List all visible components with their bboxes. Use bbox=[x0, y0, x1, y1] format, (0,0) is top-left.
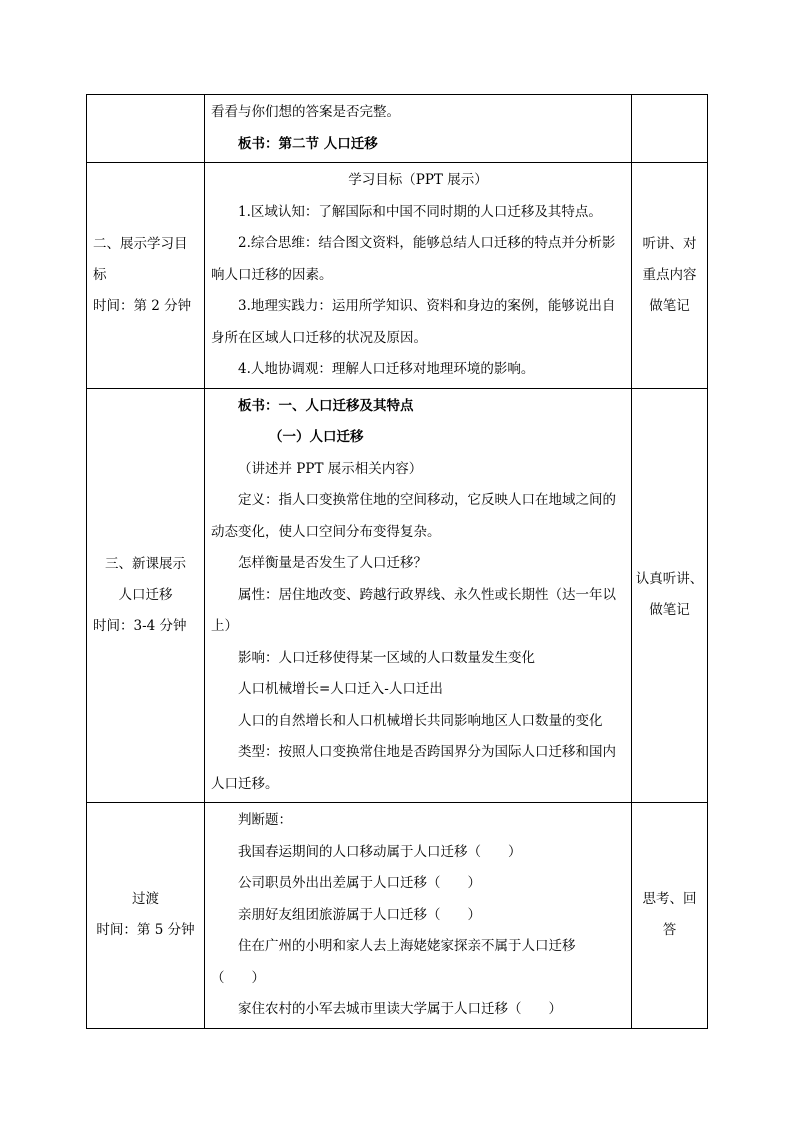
content-line: 1.区域认知：了解国际和中国不同时期的人口迁移及其特点。 bbox=[238, 203, 602, 220]
content-line: 定义：指人口变换常住地的空间移动，它反映人口在地域之间的 bbox=[238, 492, 616, 508]
activity-text: 听讲、对 bbox=[642, 235, 697, 252]
content-line: 板书：一、人口迁移及其特点 bbox=[238, 397, 414, 414]
content-line: 判断题： bbox=[238, 812, 292, 828]
content-line: 动态变化，使人口空间分布变得复杂。 bbox=[211, 523, 441, 540]
content-line: 人口迁移。 bbox=[211, 775, 279, 792]
content-line: 属性：居住地改变、跨越行政界线、永久性或长期性（达一年以 bbox=[238, 586, 616, 603]
content-line: （讲述并 PPT 展示相关内容） bbox=[238, 460, 423, 477]
content-line: （ ） bbox=[211, 969, 265, 986]
content-line: 住在广州的小明和家人去上海姥姥家探亲不属于人口迁移 bbox=[238, 938, 576, 954]
stage-text: 时间：第 2 分钟 bbox=[93, 297, 192, 314]
student-activity-cell bbox=[632, 388, 708, 803]
content-line: 公司职员外出出差属于人口迁移（ ） bbox=[238, 875, 481, 891]
teaching-content-cell bbox=[205, 95, 632, 163]
stage-text: 时间：第 5 分钟 bbox=[96, 922, 195, 939]
teaching-content-cell bbox=[205, 388, 632, 803]
stage-text: 人口迁移 bbox=[118, 586, 173, 603]
content-line: 学习目标（PPT 展示） bbox=[348, 172, 488, 188]
row-transition bbox=[87, 803, 708, 1029]
activity-text: 做笔记 bbox=[649, 602, 690, 619]
stage-text: 时间：3-4 分钟 bbox=[93, 617, 187, 634]
content-line: 3.地理实践力：运用所学知识、资料和身边的案例，能够说出自 bbox=[238, 298, 616, 314]
row-new-lesson bbox=[87, 388, 708, 803]
content-line: 家住农村的小军去城市里读大学属于人口迁移（ ） bbox=[238, 1001, 562, 1017]
stage-text: 过渡 bbox=[132, 891, 159, 908]
activity-text: 做笔记 bbox=[649, 297, 690, 314]
stage-cell bbox=[87, 163, 205, 389]
student-activity-cell bbox=[632, 803, 708, 1029]
content-line: 人口机械增长=人口迁入-人口迁出 bbox=[238, 681, 443, 697]
stage-text: 三、新课展示 bbox=[105, 555, 186, 572]
stage-cell bbox=[87, 388, 205, 803]
row-continuation bbox=[87, 95, 708, 163]
stage-text: 标 bbox=[93, 266, 107, 283]
content-line: 亲朋好友组团旅游属于人口迁移（ ） bbox=[238, 906, 481, 923]
teaching-content-cell bbox=[205, 163, 632, 389]
content-line: 影响：人口迁移使得某一区域的人口数量发生变化 bbox=[238, 649, 535, 666]
content-line: 板书：第二节 人口迁移 bbox=[238, 135, 378, 152]
activity-text: 认真听讲、 bbox=[635, 571, 704, 588]
lesson-plan-body bbox=[87, 95, 708, 1029]
content-line: 我国春运期间的人口移动属于人口迁移（ ） bbox=[238, 843, 522, 860]
row-learning-objectives bbox=[87, 163, 708, 389]
content-line: 身所在区域人口迁移的状况及原因。 bbox=[211, 329, 427, 346]
content-line: 怎样衡量是否发生了人口迁移？ bbox=[238, 555, 427, 571]
content-line: （一）人口迁移 bbox=[269, 429, 364, 445]
activity-text: 重点内容 bbox=[642, 266, 697, 283]
activity-text: 答 bbox=[662, 922, 677, 939]
content-line: 上） bbox=[211, 618, 238, 634]
stage-text: 二、展示学习目 bbox=[93, 235, 188, 252]
stage-cell bbox=[87, 95, 205, 163]
content-line: 4.人地协调观：理解人口迁移对地理环境的影响。 bbox=[238, 361, 535, 377]
content-line: 响人口迁移的因素。 bbox=[211, 266, 333, 283]
content-line: 2.综合思维：结合图文资料，能够总结人口迁移的特点并分析影 bbox=[238, 235, 616, 251]
lesson-plan-table bbox=[86, 94, 708, 1029]
student-activity-cell bbox=[632, 95, 708, 163]
teaching-content-cell bbox=[205, 803, 632, 1029]
stage-cell bbox=[87, 803, 205, 1029]
content-line: 类型：按照人口变换常住地是否跨国界分为国际人口迁移和国内 bbox=[238, 744, 616, 760]
content-line: 人口的自然增长和人口机械增长共同影响地区人口数量的变化 bbox=[238, 712, 603, 729]
student-activity-cell bbox=[632, 163, 708, 389]
activity-text: 思考、回 bbox=[642, 891, 697, 908]
content-line: 看看与你们想的答案是否完整。 bbox=[211, 104, 400, 120]
